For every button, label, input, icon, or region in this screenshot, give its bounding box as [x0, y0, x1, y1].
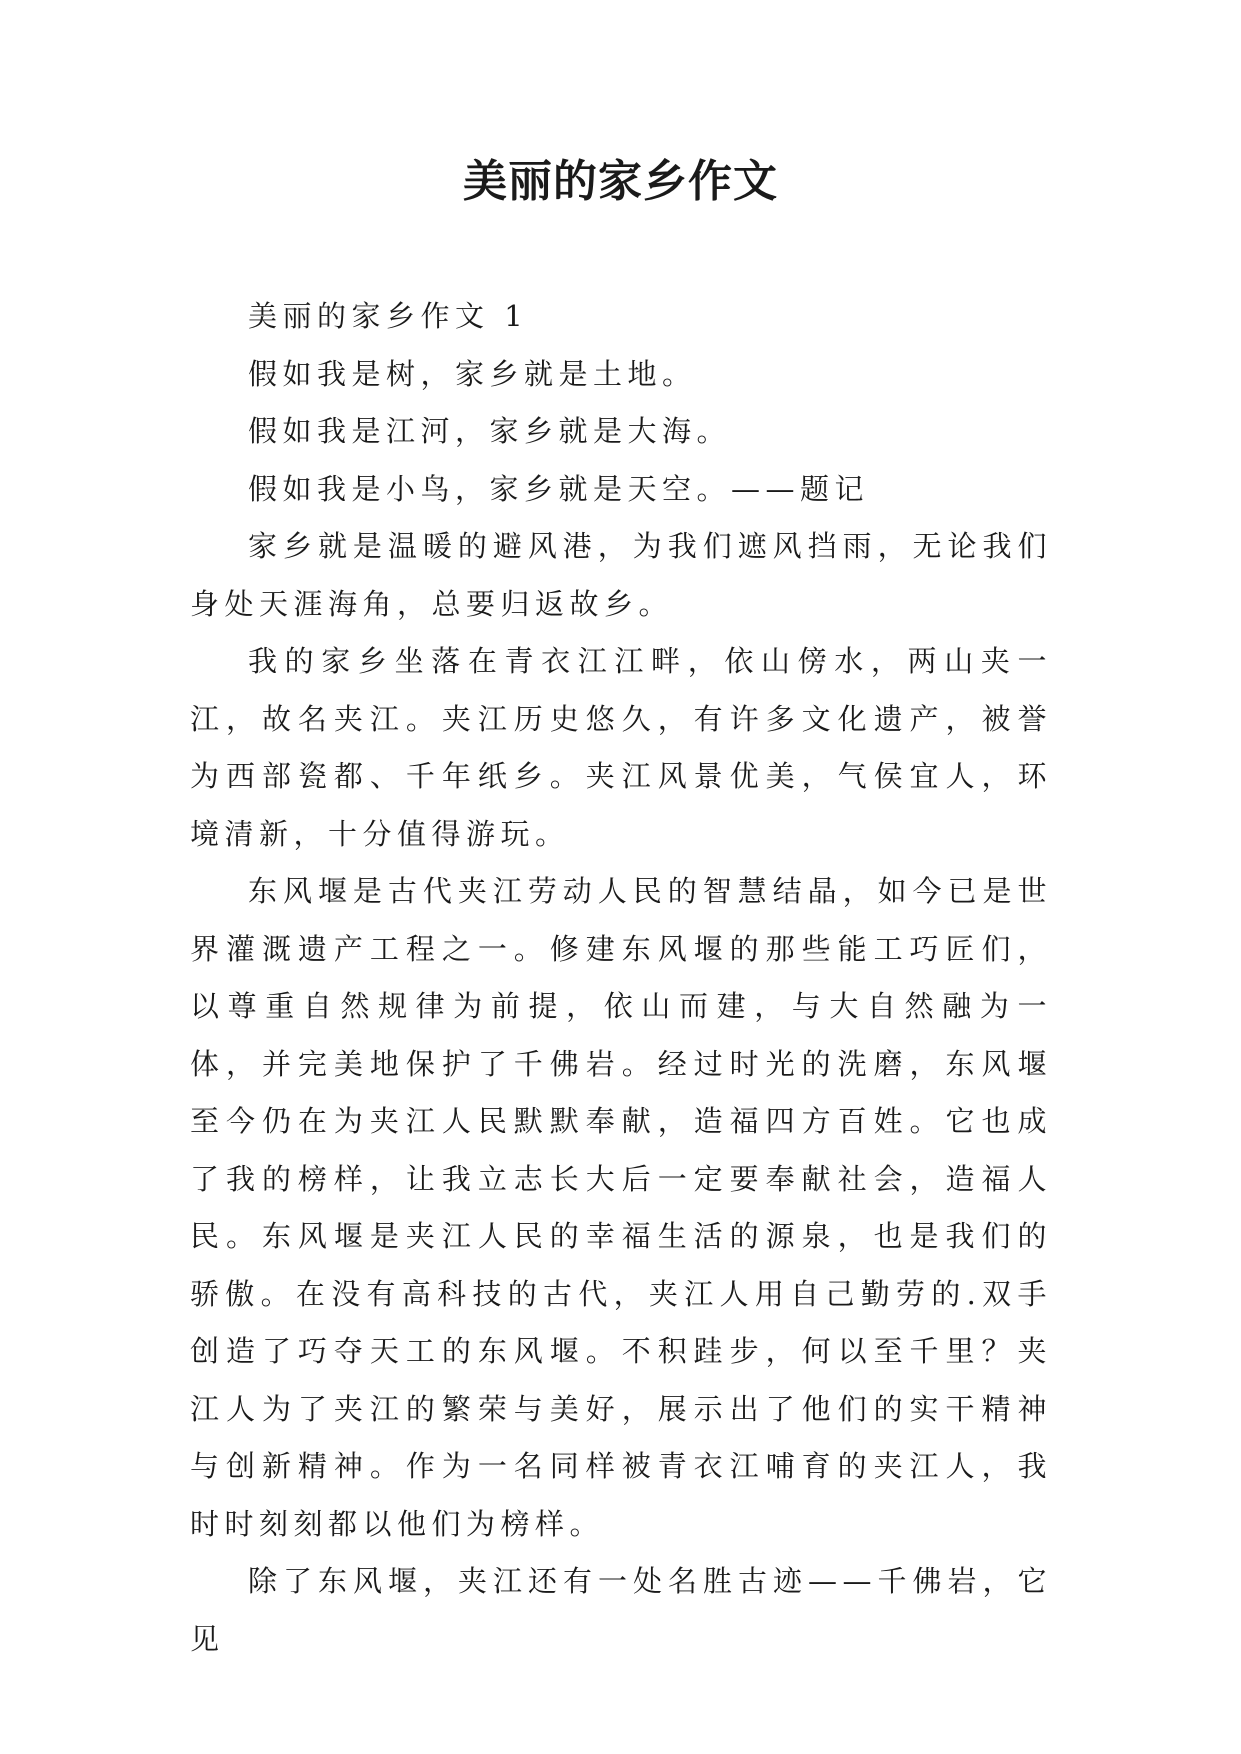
paragraph: 家乡就是温暖的避风港，为我们遮风挡雨，无论我们身处天涯海角，总要归返故乡。 — [190, 529, 1052, 621]
paragraph: 东风堰是古代夹江劳动人民的智慧结晶，如今已是世界灌溉遗产工程之一。修建东风堰的那些能工巧匠们，以尊重自然规律为前提，依山而建，与大自然融为一体，并完美地保护了千佛岩。经过时光的洗磨，东风堰至今仍在为夹江人民默默奉献，造福四方百姓。它也成了我的榜样，让我立志长大后一定要奉献社会，造福人民。东风堰是夹江人民的幸福生活的源泉，也是我们的骄傲。在没有高科技的古代，夹江人用自己勤劳的.双手创造了巧夺天工的东风堰。不积跬步，何以至千里？夹江人为了夹江的繁荣与美好，展示出了他们的实干精神与创新精神。作为一名同样被青衣江哺育的夹江人，我时时刻刻都以他们为榜样。 — [190, 874, 1052, 1541]
subtitle-paragraph: 美丽的家乡作文 1 — [248, 299, 529, 333]
document-title: 美丽的家乡作文 — [463, 156, 778, 207]
paragraph: 假如我是树，家乡就是土地。 — [248, 356, 697, 391]
document-body — [190, 288, 1052, 1668]
paragraph: 除了东风堰，夹江还有一处名胜古迹——千佛岩，它见 — [190, 1564, 1052, 1656]
paragraph: 假如我是江河，家乡就是大海。 — [248, 414, 732, 448]
paragraph: 我的家乡坐落在青衣江江畔，依山傍水，两山夹一江，故名夹江。夹江历史悠久，有许多文化遗产，被誉为西部瓷都、千年纸乡。夹江风景优美，气侯宜人，环境清新，十分值得游玩。 — [190, 644, 1052, 851]
paragraph: 假如我是小鸟，家乡就是天空。——题记 — [248, 471, 870, 506]
